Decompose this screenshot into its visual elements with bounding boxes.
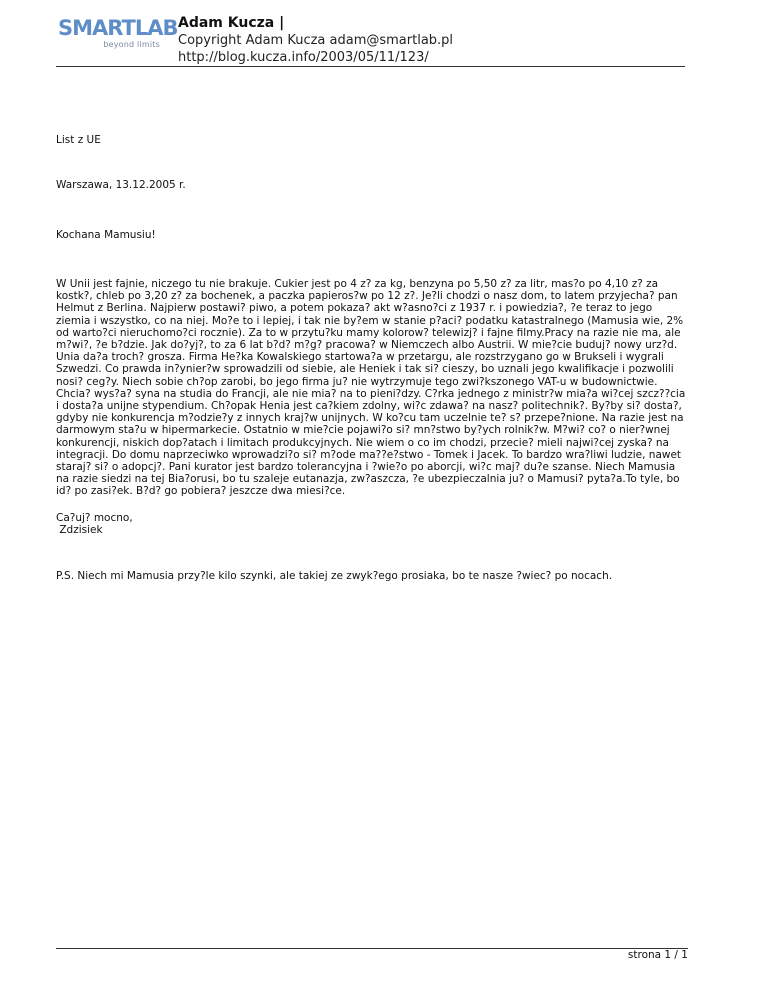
letter-signature: Zdzisiek bbox=[56, 524, 103, 537]
header-text-block bbox=[178, 14, 453, 66]
smartlab-logo bbox=[56, 16, 176, 60]
letter-postscript: P.S. Niech mi Mamusia przy?le kilo szynki, ale takiej ze zwyk?ego prosiaka, bo te nasze ?wiec? po nocach. bbox=[56, 570, 613, 582]
header-divider bbox=[56, 66, 685, 67]
header-title: Adam Kucza | bbox=[178, 15, 285, 31]
letter-closing: Ca?uj? mocno, bbox=[56, 512, 133, 524]
letter-place-date: Warszawa, 13.12.2005 r. bbox=[56, 179, 186, 191]
letter-body: W Unii jest fajnie, niczego tu nie brakuje. Cukier jest po 4 z? za kg, benzyna po 5,50 z? za litr, mas?o po 4,10 z? za kostk?, chleb po 3,20 z? za bochenek, a paczka papieros?w po 12 z?. Je?li chodzi o nasz dom, to latem przyjecha? pan Helmut z Berlina. Najpierw postawi? piwo, a potem pokaza? akt w?asno?ci z 1937 r. i powiedzia?, ?e teraz to jego ziemia i wszystko, co na niej. Mo?e to i lepiej, i tak nie by?em w stanie p?aci? podatku katastralnego (Mamusia wie, 2% od warto?ci nieruchomo?ci rocznie). Za to w przytu?ku mamy kolorow? telewizj? i fajne filmy.Pracy na razie nie ma, ale m?wi?, ?e b?dzie. Jak do?yj?, to za 6 lat b?d? m?g? pracowa? w Niemczech albo Austrii. W mie?cie buduj? nowy urz?d. Unia da?a troch? grosza. Firma He?ka Kowalskiego startowa?a w przetargu, ale rozstrzygano go w Brukseli i wygrali Szwedzi. Co prawda in?ynier?w sprowadzili od siebie, ale Heniek i tak si? cieszy, bo uznali jego kwalifikacje i pozwolili nosi? ceg?y. Niech sobie ch?op zarobi, bo jego firma ju? nie wytrzymuje tego zwi?kszonego VAT-u w budownictwie. Chcia? wys?a? syna na studia do Francji, ale nie mia? na to pieni?dzy. C?rka jednego z ministr?w mia?a wi?cej szcz??cia i dosta?a unijne stypendium. Ch?opak Henia jest ca?kiem zdolny, wi?c zdawa? na nasz? politechnik?. By?by si? dosta?, gdyby nie konkurencja m?odzie?y z innych kraj?w unijnych. W ko?cu tam uczelnie te? s? przepe?nione. Na razie jest na darmowym sta?u w hipermarkecie. Ostatnio w mie?cie pojawi?o si? mn?stwo by?ych rolnik?w. M?wi? co? o nier?wnej konkurencji, niskich dop?atach i limitach produkcyjnych. Nie wiem o co im chodzi, przecie? mieli najwi?cej zyska? na integracji. Do domu naprzeciwko wprowadzi?o si? m?ode ma??e?stwo - Tomek i Jacek. To bardzo wra?liwi ludzie, nawet staraj? si? o adopcj?. Pani kurator jest bardzo tolerancyjna i ?wie?o po aborcji, wi?c maj? du?e szanse. Niech Mamusia na razie siedzi na tej Bia?orusi, bo tu szaleje eutanazja, zw?aszcza, ?e ubezpieczalnia ju? o Mamusi? pyta?a.To tyle, bo id? po zasi?ek. B?d? go pobiera? jeszcze dwa miesi?ce. bbox=[56, 278, 686, 498]
letter-subject: List z UE bbox=[56, 134, 101, 146]
letter-signoff bbox=[56, 512, 688, 536]
header-url: http://blog.kucza.info/2003/05/11/123/ bbox=[178, 50, 429, 65]
page-header bbox=[56, 12, 684, 68]
footer-divider bbox=[56, 948, 688, 949]
letter-greeting: Kochana Mamusiu! bbox=[56, 229, 156, 241]
page-number: strona 1 / 1 bbox=[627, 949, 688, 961]
logo-tagline: beyond limits bbox=[103, 40, 160, 49]
logo-wordmark: SMARTLAB bbox=[58, 16, 178, 40]
header-copyright: Copyright Adam Kucza adam@smartlab.pl bbox=[178, 33, 454, 48]
